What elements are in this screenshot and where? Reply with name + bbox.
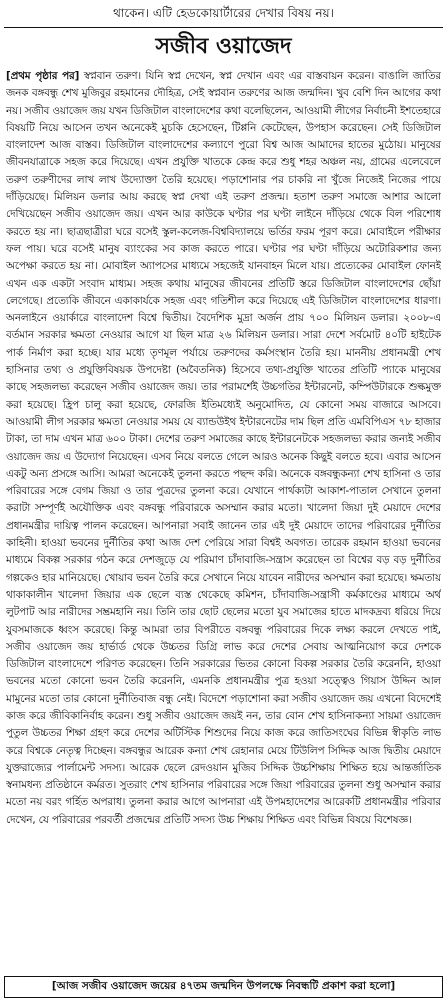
divider-rule xyxy=(4,27,443,28)
article-body xyxy=(6,68,441,968)
previous-article-fragment: থাকেন। এটি হেডকোয়ার্টারের দেখার বিষয় নয়। xyxy=(113,6,334,20)
article-body-text: স্বপ্নবান তরুণ। যিনি স্বপ্ন দেখেন, স্বপ্ন দেখান এবং এর বাস্তবায়ন করেন। বাঙালি জাতির জনক বঙ্গবন্ধু শেখ মুজিবুর রহমানের দৌহিত্র, সেই স্বপ্নবান তরুণের আজ জন্মদিন। খুব বেশি দিন আগের কথা নয়। সজীব ওয়াজেদ জয় যখন ডিজিটাল বাংলাদেশের কথা বলেছিলেন, আওয়ামী লীগের নির্বাচনী ইশতেহারে বিষয়টি নিয়ে আসেন তখন অনেকেই মুচকি হেসেছেন, টিপ্পনি কেটেছেন, উপহাস করেছেন। সেই ডিজিটাল বাংলাদেশ আজ বাস্তব। ডিজিটাল বাংলাদেশের কল্যাণে পুরো বিশ্ব আজ আমাদের হাতের মুঠোয়। মানুষের জীবনযাত্রাকে সহজ করে দিয়েছে। এখন প্রযুক্তি খাতকে কেন্দ্র করে শুধু শহর অঞ্চল নয়, গ্রামের এলেবেলে তরুণ তরুণীদের লাখ লাখ উদ্যোক্তা তৈরি হয়েছে। পড়াশোনার পর চাকরি না খুঁজে নিজেই নিজের পায়ে দাঁড়িয়েছে। মিলিয়ন ডলার আয় করছে স্বপ্ন দেখা এই তরুণ প্রজন্ম। হতাশ তরুণ সমাজে আশার আলো দেখিয়েছেন সজীব ওয়াজেদ জয়। এখন আর কাউকে ঘণ্টার পর ঘণ্টা লাইনে দাঁড়িয়ে থেকে বিল পরিশোধ করতে হয় না। ছাত্রছাত্রীরা ঘরে বসেই স্কুল-কলেজ-বিশ্ববিদ্যালয়ে ভর্তির ফরম পূরণ করে। মোবাইলে পরীক্ষার ফল পায়। ঘরে বসেই মানুষ ব্যাংকের সব কাজ করতে পারে। ঘণ্টার পর ঘণ্টা দাঁড়িয়ে অটোরিকশার জন্য অপেক্ষা করতে হয় না। মোবাইল অ্যাপসের মাধ্যমে সহজেই যানবাহন মিলে যায়। প্রত্যেকের মোবাইল ফোনই এখন এক একটা সংবাদ মাধ্যম। সহজ কথায় মানুষের জীবনের প্রতিটি স্তরে ডিজিটাল বাংলাদেশের ছোঁয়া লেগেছে। প্রত্যেকি জীবনে একাকার্যকে সহজ এবং গতিশীল করে দিয়েছে এই ডিজিটাল বাংলাদেশের ধারণা। অনলাইনে ওয়ার্কারে বাংলাদেশ বিশ্বে দ্বিতীয়। বৈদেশিক মুদ্রা অর্জন প্রায় ৭০০ মিলিয়ন ডলার। ২০০৮-এ বর্তমান সরকার ক্ষমতা নেওয়ার আগে যা ছিল মাত্র ২৬ মিলিয়ন ডলার। সারা দেশে সর্বমোট ৪০টি হাইটেক পার্ক নির্মাণ করা হচ্ছে। যার মধ্যে তৃণমূল পর্যায়ে তরুণদের কর্মসংস্থান তৈরি হয়। মাননীয় প্রধানমন্ত্রী শেখ হাসিনার তথ্য ও প্রযুক্তিবিষয়ক উপদেষ্টা (অবৈতনিক) হিসেবে তথ্য-প্রযুক্তি খাতের প্রতিটি প্যাকে মানুষের কাছে সহজলভ্য করেছেন সজীব ওয়াজেদ জয়। তার পরামর্শেই উচ্চগতির ইন্টারনেট, কম্পিউটারকে শুল্কমুক্ত করা হয়েছে। হ্রিপ চালু করা হয়েছে, ফোরজি ইতিমধ্যেই অনুমোদিত, যে কোনো সময় বাজারে আসবে। আওয়ামী লীগ সরকার ক্ষমতা নেওয়ার সময় যে ব্যান্ডউইথ ইন্টারনেটের দাম ছিল প্রতি এমবিপিএস ৭৮ হাজার টাকা, তা দাম এখন মাত্র ৬০০ টাকা। দেশের তরুণ সমাজের কাছে ইন্টারনেটকে সহজলভ্য করার জন্যই সজীব ওয়াজেদ জয় এ উদ্যোগ নিয়েছেন। এসব নিয়ে বলতে গেলে আরও অনেক কিছুই বলতে হবে। এবার আসেন একটু অন্য প্রসঙ্গে আসি। আমরা অনেকেই তুলনা করতে পছন্দ করি। অনেকে বঙ্গবন্ধুকন্যা শেখ হাসিনা ও তার পরিবারের সঙ্গে বেগম জিয়া ও তার পুত্রদের তুলনা করে। যেখানে পার্থক্যটা আকাশ-পাতাল সেখানে তুলনা করাটা সম্পূর্ণই অযৌক্তিক এবং বঙ্গবন্ধু পরিবারকে অসম্মান করার মতো। খালেদা জিয়া দুই মেয়াদে দেশের প্রধানমন্ত্রীর দায়িত্ব পালন করেছেন। আপনারা সবাই জানেন তার এই দুই মেয়াদে তাদের পরিবারের দুর্নীতির কাহিনী। হাওয়া ভবনের দুর্নীতির কথা আজ দেশ পেরিয়ে সারা বিশ্বই অবগত। তারেক রহমান হাওয়া ভবনের মাধ্যমে বিকল্প সরকার গঠন করে দেশজুড়ে যে পরিমাণ চাঁদাবাজি-সন্ত্রাস করেছেন তা বিশ্বের বড় বড় দুর্নীতির গল্পকেও হার মানিয়েছে। খোয়াব ভবন তৈরি করে সেখানে নিয়ে যাবেন নারীদের অসম্মান করা হয়েছে। ক্ষমতায় থাকাকালীন খালেদা জিয়ার এক ছেলে ব্যস্ত থেকেছে কমিশন, চাঁদাবাজি-সন্ত্রাসী কর্মকাণ্ডের মাধ্যমে অর্থ লুটপাট আর নারীদের সম্ভ্রমহানি নয়। তিনি তার ছোট ছেলের মতো যুব সমাজের হাতে মাদকদ্রব্য ধরিয়ে দিয়ে যুবসমাজকে ধ্বংস করেছে। কিন্তু আমরা তার বিপরীতে বঙ্গবন্ধু পরিবারের দিকে লক্ষ্য করলে দেখতে পাই, সজীব ওয়াজেদ জয় হার্ভার্ড থেকে উচ্চতর ডিগ্রি লাভ করে দেশের সেবায় আত্মনিয়োগ করে দেশকে ডিজিটাল বাংলাদেশে পরিণত করেছেন। তিনি সরকারের ভিতর কোনো বিকল্প সরকার তৈরি করেননি, হাওয়া ভবনের মতো কোনো ভবন তৈরি করেননি, এমনকি প্রধানমন্ত্রীর পুত্র হওয়া সত্ত্বেও গিয়াস উদ্দিন আল মামুনের মতো তার কোনো দুর্নীতিবাজ বন্ধু নেই। বিদেশে পড়াশোনা করা সজীব ওয়াজেদ জয় এখনো বিদেশেই কাজ করে জীবিকানির্বাহ করেন। শুধু সজীব ওয়াজেদ জয়ই নন, তার বোন শেখ হাসিনাকন্যা সায়মা ওয়াজেদ পুতুল উচ্চতর শিক্ষা গ্রহণ করে দেশের অটিস্টিক শিশুদের নিয়ে কাজ করে জাতিসংঘের বিভিন্ন স্বীকৃতি লাভ করে বিশ্বকে নেতৃত্ব দিচ্ছেন। বঙ্গবন্ধুর আরেক কন্যা শেখ রেহানার মেয়ে টিউলিপ সিদ্দিক আজ দ্বিতীয় মেয়াদে যুক্তরাজ্যের পার্লামেন্ট সদস্য। আরেক ছেলে রেদওয়ান মুজিব সিদ্দিক উচ্চশিক্ষায় শিক্ষিত হয়ে আন্তর্জাতিক স্বনামধন্য প্রতিষ্ঠানে কর্মরত। সুতরাং শেখ হাসিনার পরিবারের সঙ্গে জিয়া পরিবারের তুলনা শুধু অসম্মান করার মতো নয় বরং গর্হিত অপরাধ। তুলনা করার আগে আপনারা এই উপমহাদেশের আরেকটি প্রধানমন্ত্রীর পরিবার দেখেন, যে পরিবারের পরবর্তী প্রজন্মের প্রতিটি সদস্য উচ্চ শিক্ষায় শিক্ষিত এবং বিভিন্ন বিষয়ে বিশেষজ্ঞ। xyxy=(6,70,441,826)
article-headline: সজীব ওয়াজেদ xyxy=(155,34,292,59)
publication-note: [আজ সজীব ওয়াজেদ জয়ের ৪৭তম জন্মদিন উপলক্ষে নিবন্ধটি প্রকাশ করা হলো] xyxy=(4,976,443,998)
continued-from-front-page-label: [প্রথম পৃষ্ঠার পর] xyxy=(6,70,80,82)
